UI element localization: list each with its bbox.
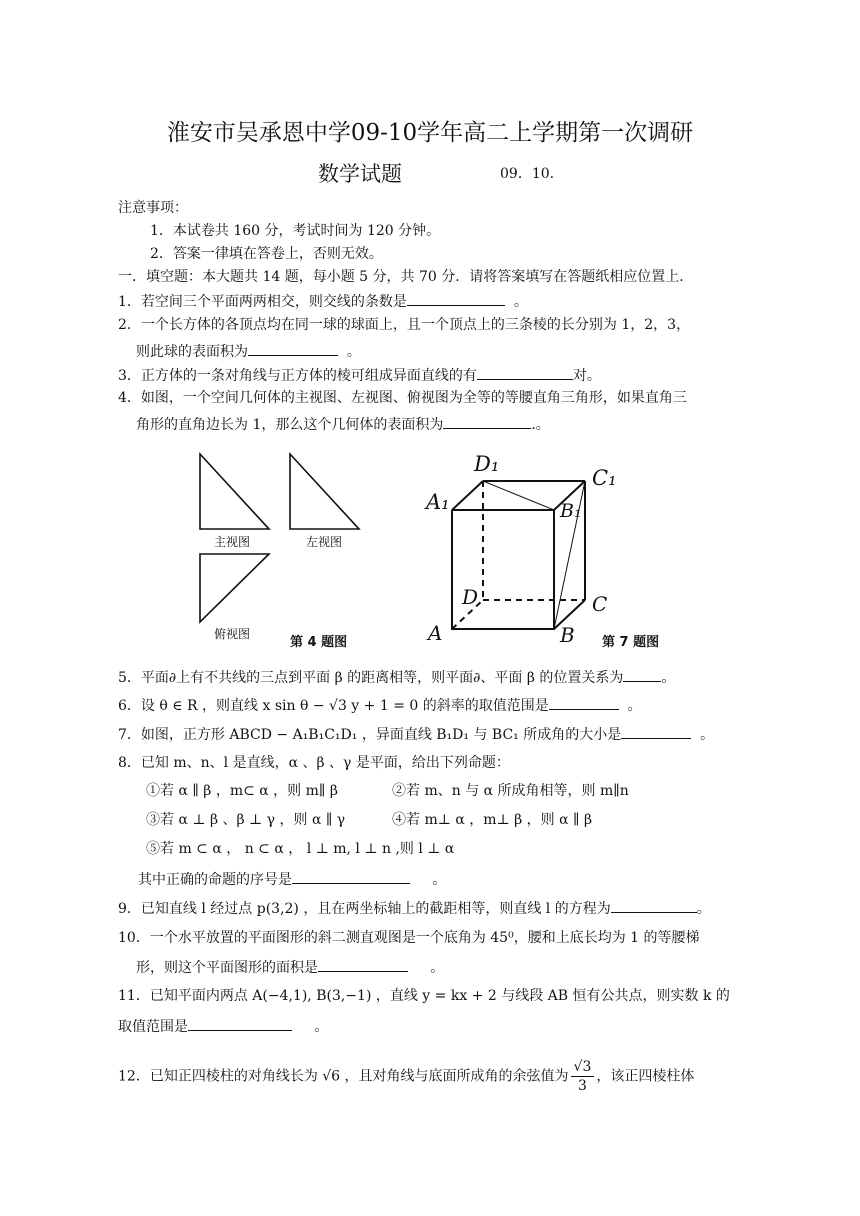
question-8: 8．已知 m、n、l 是直线，α 、β 、γ 是平面，给出下列命题： <box>118 755 510 771</box>
question-8-option-5: ⑤若 m ⊂ α ， n ⊂ α ， l ⊥ m, l ⊥ n ,则 l ⊥ α <box>146 841 455 857</box>
question-10-line2 <box>136 956 444 978</box>
question-9-text: 9．已知直线 l 经过点 p(3,2) ，且在两坐标轴上的截距相等，则直线 l 的方程为 <box>118 901 611 917</box>
top-view-triangle <box>200 554 269 622</box>
side-view-label: 左视图 <box>306 535 343 549</box>
page-subtitle: 数学试题 <box>318 162 402 186</box>
vertex-label-a: A <box>428 621 443 645</box>
answer-blank <box>477 364 573 380</box>
figure-4-caption: 第 4 题图 <box>290 635 348 650</box>
question-2-end: 。 <box>346 344 361 360</box>
question-11-end: 。 <box>314 1019 329 1035</box>
question-6-text: 6．设 θ ∈ R ，则直线 x sin θ − √3 y + 1 = 0 的斜率的取值范围是 <box>118 698 549 714</box>
figure-7-caption: 第 7 题图 <box>602 635 660 650</box>
question-4-end: .。 <box>531 417 550 433</box>
front-view-label: 主视图 <box>214 535 251 549</box>
question-7 <box>118 723 714 745</box>
exam-date: 09．10. <box>500 166 555 182</box>
vertex-label-d1: D₁ <box>474 452 500 476</box>
question-6 <box>118 694 642 716</box>
answer-blank <box>611 897 697 913</box>
question-8-option-2: ②若 m、n 与 α 所成角相等，则 m∥n <box>392 783 629 799</box>
cube-edge <box>452 481 483 510</box>
question-2-line2 <box>136 340 361 362</box>
question-10-line1: 10．一个水平放置的平面图形的斜二测直观图是一个底角为 45⁰，腰和上底长均为 1 的等腰梯 <box>118 930 700 946</box>
notes-heading: 注意事项： <box>118 200 188 216</box>
question-12 <box>118 1058 694 1095</box>
question-1-end: 。 <box>513 294 528 310</box>
question-4-text: 角形的直角边长为 1，那么这个几何体的表面积为 <box>136 417 444 433</box>
question-3-end: 对。 <box>572 368 601 384</box>
fraction-denominator: 3 <box>578 1078 587 1094</box>
question-1-text: 1．若空间三个平面两两相交，则交线的条数是 <box>118 294 407 310</box>
question-10-text: 形，则这个平面图形的面积是 <box>136 960 318 976</box>
answer-blank <box>318 956 408 972</box>
three-view-figure <box>180 444 380 654</box>
fraction <box>571 1058 595 1095</box>
question-4-line2 <box>136 413 550 435</box>
question-5-end: 。 <box>661 670 676 686</box>
cube-front-face <box>452 510 554 629</box>
question-3-text: 3．正方体的一条对角线与正方体的棱可组成异面直线的有 <box>118 368 477 384</box>
note-item-1: 1．本试卷共 160 分，考试时间为 120 分钟。 <box>150 223 441 239</box>
question-11-text: 取值范围是 <box>118 1019 188 1035</box>
question-8-option-4: ④若 m⊥ α ，m⊥ β ，则 α ∥ β <box>392 812 593 828</box>
vertex-label-b: B <box>560 623 575 647</box>
question-8-answer-text: 其中正确的命题的序号是 <box>138 872 292 888</box>
question-7-text: 7．如图，正方形 ABCD − A₁B₁C₁D₁ ，异面直线 B₁D₁ 与 BC₁ 所成角的大小是 <box>118 727 622 743</box>
question-8-end: 。 <box>432 872 447 888</box>
page-title: 淮安市吴承恩中学09-10学年高二上学期第一次调研 <box>166 120 694 146</box>
cube-figure <box>420 448 620 638</box>
front-view-triangle <box>200 454 269 529</box>
answer-blank <box>549 694 619 710</box>
question-9 <box>118 897 711 919</box>
question-11-line2 <box>118 1015 328 1037</box>
question-4-line1: 4．如图，一个空间几何体的主视图、左视图、俯视图为全等的等腰直角三角形，如果直角三 <box>118 390 687 406</box>
question-1 <box>118 290 528 312</box>
question-5 <box>118 666 675 688</box>
question-5-text: 5．平面∂上有不共线的三点到平面 β 的距离相等，则平面∂、平面 β 的位置关系为 <box>118 670 624 686</box>
diagonal-b1d1 <box>483 481 554 510</box>
answer-blank <box>623 666 661 682</box>
vertex-label-c1: C₁ <box>592 466 617 490</box>
question-8-answer-line <box>138 868 446 890</box>
section-heading: 一．填空题：本大题共 14 题，每小题 5 分，共 70 分．请将答案填写在答题纸相应位置上． <box>118 269 694 285</box>
question-12-text: 12．已知正四棱柱的对角线长为 √6 ，且对角线与底面所成角的余弦值为 <box>118 1068 569 1085</box>
vertex-label-b1: B₁ <box>560 500 582 522</box>
question-9-end: 。 <box>696 901 711 917</box>
answer-blank <box>188 1015 292 1031</box>
question-11-line1: 11．已知平面内两点 A(−4,1), B(3,−1) ，直线 y = kx + 2 与线段 AB 恒有公共点，则实数 k 的 <box>118 988 730 1004</box>
top-view-label: 俯视图 <box>214 627 251 641</box>
question-10-end: 。 <box>430 960 445 976</box>
question-8-option-3: ③若 α ⊥ β 、β ⊥ γ ，则 α ∥ γ <box>146 812 346 828</box>
side-view-triangle <box>290 454 359 529</box>
vertex-label-a1: A₁ <box>426 490 450 514</box>
question-2-text: 则此球的表面积为 <box>136 344 248 360</box>
answer-blank <box>292 868 410 884</box>
answer-blank <box>621 723 691 739</box>
question-7-end: 。 <box>700 727 715 743</box>
vertex-label-d: D <box>462 585 479 609</box>
fraction-numerator: √3 <box>571 1058 595 1077</box>
answer-blank <box>248 340 338 356</box>
answer-blank <box>443 413 531 429</box>
vertex-label-c: C <box>592 592 608 616</box>
question-6-end: 。 <box>627 698 642 714</box>
question-3 <box>118 364 601 386</box>
question-2-line1: 2．一个长方体的各顶点均在同一球的球面上，且一个顶点上的三条棱的长分别为 1，2，3， <box>118 317 691 333</box>
note-item-2: 2．答案一律填在答卷上，否则无效。 <box>150 246 383 262</box>
answer-blank <box>407 290 505 306</box>
question-12-tail: ，该正四棱柱体 <box>596 1068 695 1085</box>
question-8-option-1: ①若 α ∥ β ，m⊂ α ，则 m∥ β <box>146 783 338 799</box>
